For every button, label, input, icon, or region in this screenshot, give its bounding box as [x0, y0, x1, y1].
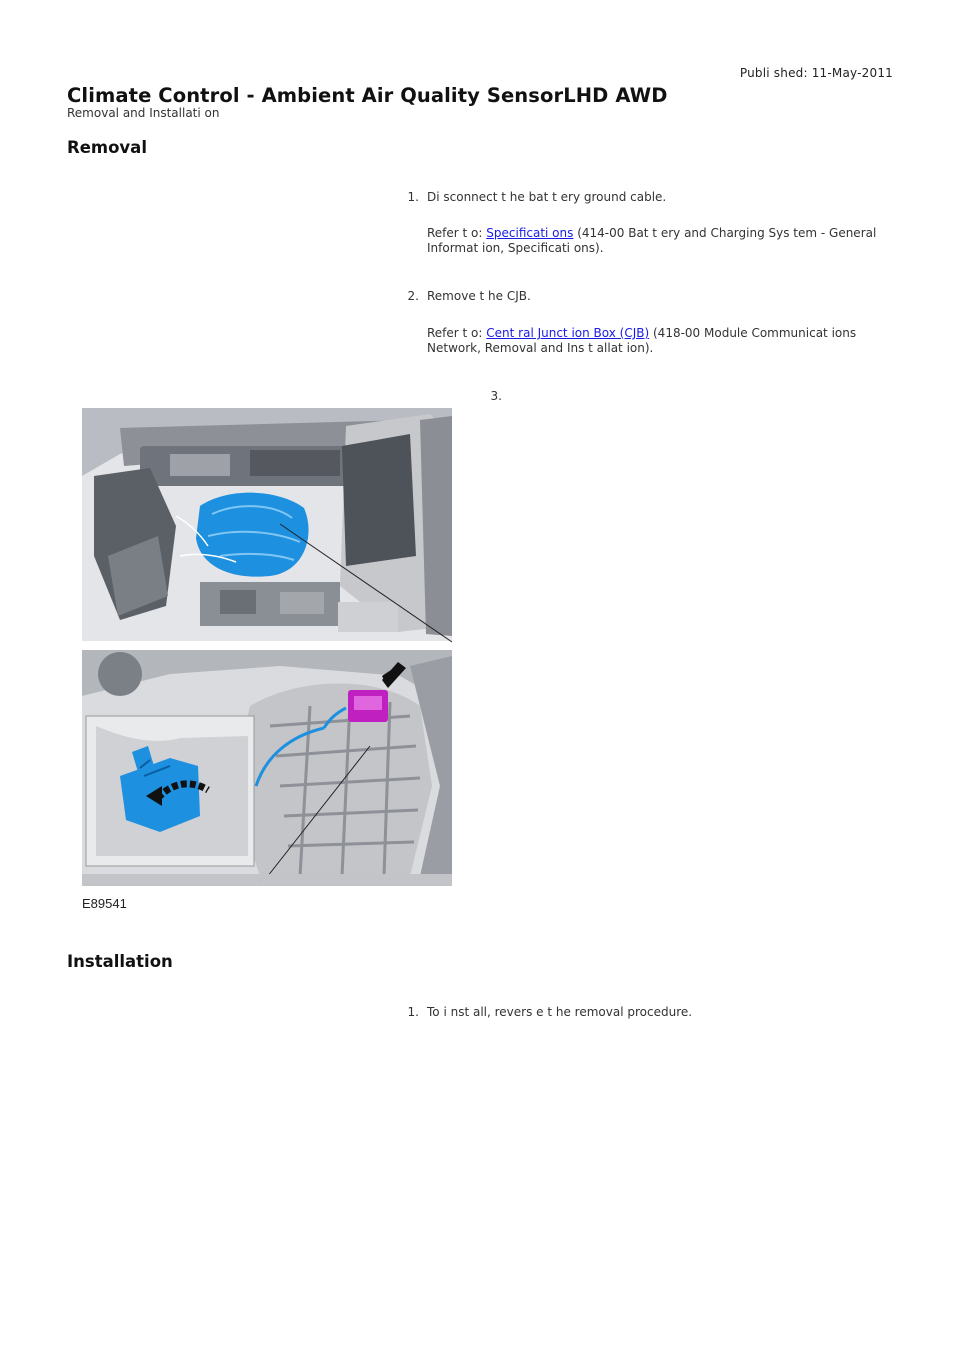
- published-date: Publi shed: 11-May-2011: [739, 66, 893, 80]
- removal-step-2-text: Remove t he CJB.: [427, 289, 531, 303]
- installation-heading: Installation: [67, 952, 173, 971]
- page-subtitle: Removal and Installati on: [67, 106, 220, 120]
- removal-step-3-number: 3.: [490, 389, 502, 403]
- page-title: Climate Control - Ambient Air Quality SensorLHD AWD: [67, 84, 668, 107]
- removal-step-1-number: 1.: [407, 190, 419, 204]
- installation-step-1-text: To i nst all, revers e t he removal procedure.: [427, 1005, 693, 1019]
- removal-heading: Removal: [67, 138, 147, 157]
- sensor-connector-detail-view: [82, 650, 452, 886]
- central-junction-box-link[interactable]: Cent ral Junct ion Box (CJB): [486, 326, 650, 340]
- removal-illustration: [80, 406, 454, 912]
- specifications-link[interactable]: Specificati ons: [486, 226, 574, 240]
- reference-prefix: Refer t o:: [427, 326, 487, 340]
- figure-id-label: E89541: [82, 896, 127, 911]
- removal-step-2-reference: [427, 326, 897, 356]
- removal-step-1-reference: [427, 226, 897, 256]
- installation-step-1-number: 1.: [407, 1005, 419, 1019]
- reference-suffix: (414-00 Bat t ery and Charging Sys tem - General Informat ion, Specificati ons).: [427, 226, 877, 255]
- reference-suffix: (418-00 Module Communicat ions Network, Removal and Ins t allat ion).: [427, 326, 857, 355]
- removal-step-1-text: Di sconnect t he bat t ery ground cable.: [427, 190, 667, 204]
- reference-prefix: Refer t o:: [427, 226, 487, 240]
- dashboard-underside-view: [82, 408, 452, 642]
- removal-step-2-number: 2.: [407, 289, 419, 303]
